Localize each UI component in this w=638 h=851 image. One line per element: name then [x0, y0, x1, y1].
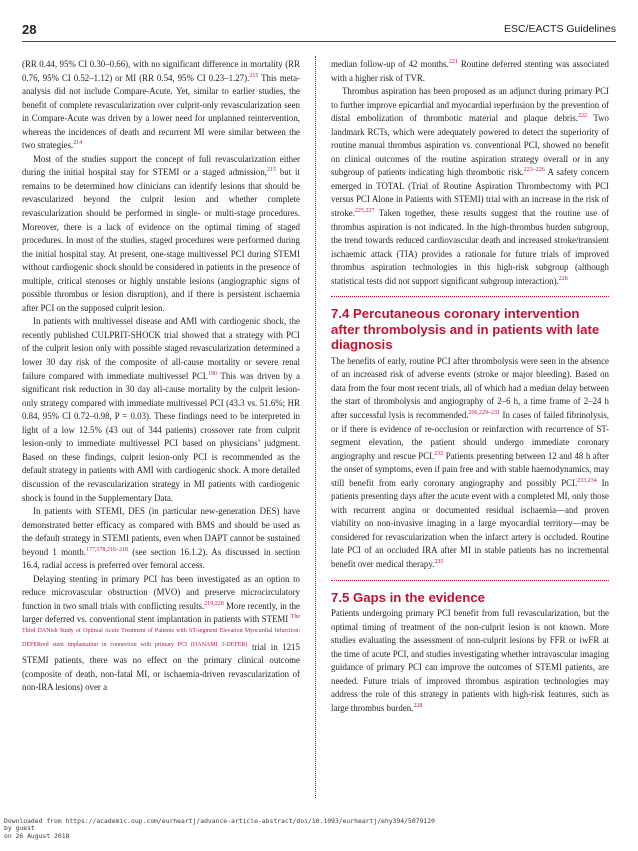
citation-reference[interactable]: 219,220	[204, 600, 224, 607]
citation-reference[interactable]: 228	[558, 275, 568, 282]
citation-reference[interactable]: 232	[434, 450, 444, 457]
citation-reference[interactable]: 225,227	[354, 208, 375, 215]
watermark-line: Downloaded from https://academic.oup.com/eurheartj/advance-article-abstract/doi/10.1093/eurheartj/ehy394/5079120	[4, 817, 435, 825]
watermark-line: by guest	[4, 824, 35, 833]
left-column	[22, 58, 300, 788]
citation-reference[interactable]: 215	[266, 167, 276, 174]
body-paragraph: Most of the studies support the concept of full revascularization either during the initial hospital stay for STEMI or a staged admission,$^{215}$ but it remains to be determined how clinicians can identify lesions that should be revascularized beyond the culprit lesion and whether complete revascularization should be performed in single- or multi-stage procedures. Moreover, there is a lack of evidence on the optimal timing of staged procedures. In most of the studies, staged procedures were performed during the initial hospital stay. At present, one-stage multivessel PCI during STEMI without cardiogenic shock should be considered in patients in the presence of multiple, critical stenoses or highly unstable lesions (angiographic signs of possible thrombus or lesion disruption), and if there is persistent ischaemia after PCI on the supposed culprit lesion.	[22, 153, 300, 313]
citation-reference[interactable]: 177,178,216–218	[85, 546, 128, 553]
page-number: 28	[22, 22, 37, 37]
citation-reference[interactable]: 235	[434, 559, 444, 566]
body-paragraph: In patients with STEMI, DES (in particular new-generation DES) have demonstrated better efficacy as compared with BMS and should be used as the default strategy in STEMI patients, even when DAPT cannot be sustained beyond 1 month.$^{177,178,216-218}$ (see section 16.1.2). As discussed in section 16.4, radial access is preferred over femoral access.	[22, 506, 300, 571]
body-paragraph: Delaying stenting in primary PCI has been investigated as an option to reduce microvascular obstruction (MVO) and preserve microcirculatory function in two small trials with conflicting results.$^{219,220}$ More recently, in the larger deferred vs. conventional stent implantation in patients with STEMI $^{The Third DANish Study of Optimal Acute Treatment of Patients with ST-segment Elevation Myocardial Infarction: DEFERred stent implantation in connection with primary PCI (DANAMI 3-DEFER)}$ trial in 1215 STEMI patients, there was no effect on the primary clinical outcome (composite of death, non-fatal MI, or ischaemia-driven revascularization of non-IRA lesions) over a	[22, 573, 300, 693]
download-watermark	[4, 817, 435, 840]
page-header	[22, 22, 616, 38]
citation-reference[interactable]: The Third DANish Study of Optimal Acute Treatment of Patients with ST-segment Elevation Myocardial Infarction: DEFERred stent implantation in connection with primary PCI (DANAMI 3-DEFER)	[22, 614, 300, 648]
citation-reference[interactable]: 214	[73, 140, 83, 147]
body-paragraph: (RR 0.44, 95% CI 0.30–0.66), with no significant difference in mortality (RR 0.76, 95% CI 0.52–1.12) or MI (RR 0.54, 95% CI 0.23–1.27).$^{215}$ This meta-analysis did not include Compare-Acute. Yet, similar to earlier studies, the benefit of complete revascularization over culprit-only revascularization seen in Compare-Acute was driven by a lower need for unplanned reintervention, whereas the incidences of death and recurrent MI were similar between the two strategies.$^{214}$	[22, 59, 300, 151]
body-paragraph: The benefits of early, routine PCI after thrombolysis were seen in the absence of an increased risk of adverse events (stroke or major bleeding). Based on data from the four most recent trials, all of which had a median delay between the start of thrombolysis and angiography of 2–6 h, a time frame of 2–24 h after successful lysis is recommended.$^{206,229-231}$ In cases of failed fibrinolysis, or if there is evidence of re-occlusion or reinfarction with recurrence of ST-segment elevation, the patient should undergo immediate coronary angiography and rescue PCI.$^{232}$ Patients presenting between 12 and 48 h after the onset of symptoms, even if pain free and with stable haemodynamics, may still benefit from early coronary angiography and possibly PCI.$^{233,234}$ In patients presenting days after the acute event with a completed MI, only those with recurrent angina or documented residual ischaemia—and proven viability on non-invasive imaging in a large myocardial territory—may be considered for revascularization when the infarct artery is occluded. Routine late PCI of an occluded IRA after MI in stable patients has no incremental benefit over medical therapy.$^{235}$	[331, 355, 609, 569]
right-column	[331, 58, 609, 788]
citation-reference[interactable]: 222	[577, 113, 587, 120]
citation-reference[interactable]: 233,234	[577, 477, 597, 484]
citation-reference[interactable]: 223–226	[523, 167, 545, 174]
citation-reference[interactable]: 190	[207, 370, 217, 377]
section-heading-7-4: 7.4 Percutaneous coronary intervention after thrombolysis and in patients with late diagnosis	[331, 306, 600, 353]
section-heading-7-5: 7.5 Gaps in the evidence	[331, 589, 485, 605]
section-divider	[331, 296, 609, 297]
body-paragraph: median follow-up of 42 months.$^{221}$ Routine deferred stenting was associated with a higher risk of TVR.	[331, 59, 609, 83]
body-paragraph: Patients undergoing primary PCI benefit from full revascularization, but the optimal timing of treatment of the non-culprit lesion is not known. More studies evaluating the assessment of non-culprit lesions by FFR or iwFR at the time of acute PCI, and studies investigating whether intravascular imaging guidance of primary PCI can improve the outcomes of STEMI patients, are needed. Future trials of improved thrombus aspiration technologies may address the role of this strategy in patients with high-risk features, such as large thrombus burden.$^{228}$	[331, 608, 609, 713]
header-rule	[22, 41, 616, 42]
body-paragraph: In patients with multivessel disease and AMI with cardiogenic shock, the recently published CULPRIT-SHOCK trial showed that a strategy with PCI of the culprit lesion only with possible staged revascularization determined a lower 30 day risk of the composite of all-cause mortality or severe renal failure compared with immediate multivessel PCI.$^{190}$ This was driven by a significant risk reduction in 30 day all-cause mortality by the culprit lesion-only strategy compared with immediate multivessel PCI (43.3 vs. 51.6%; HR 0.84, 95% CI 0.72–0.98, P = 0.03). These findings need to be interpreted in light of a low 12.5% (43 out of 344 patients) crossover rate from culprit lesion-only to immediate multivessel PCI based on physicians’ judgment. Based on these findings, culprit lesion-only PCI is recommended as the default strategy in patients with AMI with cardiogenic shock. A more detailed discussion of the revascularization strategy in MI patients with cardiogenic shock is found in the Supplementary Data.	[22, 316, 300, 503]
column-divider	[315, 56, 316, 798]
citation-reference[interactable]: 228	[413, 702, 423, 709]
citation-reference[interactable]: 206,229–231	[468, 410, 501, 417]
running-title: ESC/EACTS Guidelines	[503, 23, 616, 35]
section-divider	[331, 580, 609, 581]
body-paragraph: Thrombus aspiration has been proposed as an adjunct during primary PCI to further improve epicardial and myocardial reperfusion by the prevention of distal embolization of thrombotic material and plaque debris.$^{222}$ Two landmark RCTs, which were adequately powered to detect the superiority of routine manual thrombus aspiration vs. conventional PCI, showed no benefit on clinical outcomes of the routine aspiration strategy overall or in any subgroup of patients indicating high thrombotic risk.$^{223-226}$ A safety concern emerged in TOTAL (Trial of Routine Aspiration Thrombectomy with PCI versus PCI Alone in Patients with STEMI) trial with an increase in the risk of stroke.$^{225,227}$ Taken together, these results suggest that the routine use of thrombus aspiration is not indicated. In the high-thrombus burden subgroup, the trend towards reduced cardiovascular death and increased stroke/transient ischaemic attack (TIA) provides a rationale for future trials of improved thrombus aspiration technologies in this high-risk subgroup (although statistical tests did not support significant subgroup interaction).$^{228}$	[331, 86, 609, 286]
citation-reference[interactable]: 215	[249, 72, 259, 79]
citation-reference[interactable]: 221	[448, 59, 458, 66]
watermark-line: on 26 August 2018	[4, 831, 70, 840]
